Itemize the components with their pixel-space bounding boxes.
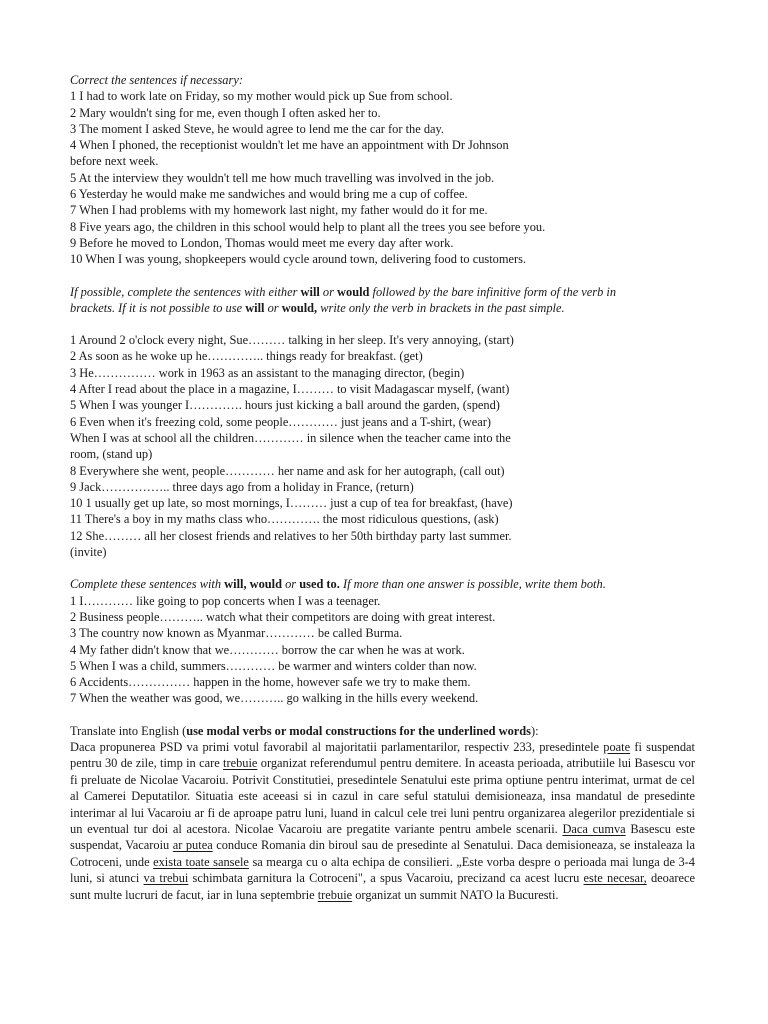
- instruction-text: followed by the bare infinitive form of the verb in: [369, 284, 617, 299]
- underlined-word: este necesar,: [583, 871, 647, 886]
- section3-instructions: [70, 576, 768, 592]
- underlined-word: ar putea: [172, 838, 213, 853]
- instruction-text: or: [282, 577, 300, 592]
- underlined-word: trebuie: [223, 756, 258, 771]
- paragraph-text: sa mearga cu o alta echipa de consilieri. „Este vorba despre o perioada mai lunga de 3-4 luni, si atunci: [70, 854, 695, 886]
- translation-paragraph: [70, 739, 695, 903]
- instruction-text: or: [319, 284, 338, 299]
- list-item: before next week.: [70, 154, 159, 169]
- list-item: 7 When the weather was good, we……….. go walking in the hills every weekend.: [70, 691, 479, 706]
- keyword-will: will: [300, 284, 320, 299]
- paragraph-text: Daca propunerea PSD va primi votul favorabil al majoritatii parlamentarilor, respectiv 233, presedintele: [70, 739, 604, 754]
- list-item: 7 When I had problems with my homework last night, my father would do it for me.: [70, 203, 488, 218]
- list-item: 4 After I read about the place in a magazine, I……… to visit Madagascar myself, (want): [70, 382, 510, 397]
- list-item: 2 Business people……….. watch what their competitors are doing with great interest.: [70, 609, 496, 624]
- paragraph-text: organizat referendumul pentru demitere. In aceasta perioada, atributiile lui Basescu vor fi preluate de Nicolae Vacaroiu. Potrivit Constitutiei, presedintele Senatului este prima optiune pentru interimat, urmat de cel al Camerei Deputatilor. Situatia este aceeasi si in cazul in care seful statului demisioneaza, insa mandatul de presedinte interimar al lui Vacaroiu ar fi de aproape patru luni, luand in calcul cele trei luni pentru organizarea alegerilor prezidentiale si un eventual tur doi al acestora. Nicolae Vacaroiu are pregatite variante pentru ambele scenarii.: [70, 756, 695, 837]
- instruction-text: write only the verb in brackets in the past simple.: [317, 300, 565, 315]
- paragraph-text: organizat un summit NATO la Bucuresti.: [352, 887, 559, 902]
- list-item: room, (stand up): [70, 447, 153, 462]
- section1-list: [70, 88, 768, 267]
- instruction-text: brackets. If it is not possible to use: [70, 300, 246, 315]
- list-item: 3 The country now known as Myanmar………… be called Burma.: [70, 626, 403, 641]
- instruction-text: Complete these sentences with: [70, 577, 225, 592]
- list-item: 6 Yesterday he would make me sandwiches and would bring me a cup of coffee.: [70, 187, 468, 202]
- underlined-word: poate: [603, 739, 631, 754]
- list-item: When I was at school all the children………… in silence when the teacher came into the: [70, 430, 511, 445]
- keyword-will-would: will, would: [224, 577, 283, 592]
- list-item: 4 When I phoned, the receptionist wouldn't let me have an appointment with Dr Johnson: [70, 138, 509, 153]
- list-item: 2 As soon as he woke up he………….. things ready for breakfast. (get): [70, 349, 423, 364]
- list-item: 9 Before he moved to London, Thomas would meet me every day after work.: [70, 235, 454, 250]
- list-item: 5 At the interview they wouldn't tell me how much travelling was involved in the job.: [70, 170, 495, 185]
- list-item: 6 Accidents…………… happen in the home, however safe we try to make them.: [70, 675, 471, 690]
- instruction-text: or: [264, 300, 282, 315]
- list-item: 1 I………… like going to pop concerts when I was a teenager.: [70, 593, 381, 608]
- keyword-would: would,: [281, 300, 318, 315]
- list-item: 5 When I was younger I…………. hours just kicking a ball around the garden, (spend): [70, 398, 500, 413]
- list-item: 2 Mary wouldn't sing for me, even though I often asked her to.: [70, 105, 381, 120]
- paragraph-text: conduce Romania din biroul sau de presedinte al Senatului. Daca demisioneaza, se instaleaza la Cotroceni, unde: [70, 838, 695, 869]
- keyword-used-to: used to.: [299, 577, 340, 592]
- paragraph-text: schimbata garnitura la Cotroceni", a spus Vacaroiu, precizand ca acest lucru: [188, 871, 584, 886]
- list-item: 8 Everywhere she went, people………… her name and ask for her autograph, (call out): [70, 463, 505, 478]
- paragraph-text: Basescu este suspendat, Vacaroiu: [70, 822, 695, 853]
- list-item: 3 He…………… work in 1963 as an assistant to the managing director, (begin): [70, 365, 465, 380]
- section2-list: [70, 332, 768, 560]
- keyword-will: will: [245, 300, 265, 315]
- list-item: 10 1 usually get up late, so most mornings, I……… just a cup of tea for breakfast, (have): [70, 496, 513, 511]
- keyword-would: would: [337, 284, 370, 299]
- section1-heading: Correct the sentences if necessary:: [70, 73, 243, 87]
- underlined-word: va trebui: [143, 871, 189, 886]
- section4-instructions: [70, 723, 768, 739]
- instruction-text: Translate into English (: [70, 723, 187, 738]
- section3-list: [70, 593, 768, 707]
- list-item: (invite): [70, 545, 107, 560]
- list-item: 10 When I was young, shopkeepers would cycle around town, delivering food to customers.: [70, 252, 527, 267]
- list-item: 9 Jack…………….. three days ago from a holiday in France, (return): [70, 479, 414, 494]
- list-item: 4 My father didn't know that we………… borrow the car when he was at work.: [70, 642, 465, 657]
- list-item: 12 She……… all her closest friends and relatives to her 50th birthday party last summer.: [70, 528, 512, 543]
- list-item: 6 Even when it's freezing cold, some people………… just jeans and a T-shirt, (wear): [70, 414, 491, 429]
- underlined-word: exista toate sansele: [153, 854, 249, 869]
- list-item: 1 I had to work late on Friday, so my mother would pick up Sue from school.: [70, 89, 453, 104]
- list-item: 8 Five years ago, the children in this school would help to plant all the trees you see before you.: [70, 219, 546, 234]
- section2-instructions: [70, 284, 768, 317]
- list-item: 11 There's a boy in my maths class who…………. the most ridiculous questions, (ask): [70, 512, 499, 527]
- underlined-word: Daca cumva: [562, 822, 626, 837]
- list-item: 3 The moment I asked Steve, he would agree to lend me the car for the day.: [70, 121, 444, 136]
- underlined-word: trebuie: [317, 887, 353, 902]
- paragraph-text: deoarece sunt multe lucruri de facut, iar in luna septembrie: [70, 871, 695, 902]
- instruction-text: ):: [531, 723, 539, 738]
- list-item: 1 Around 2 o'clock every night, Sue……… talking in her sleep. It's very annoying, (start): [70, 333, 514, 348]
- instruction-text: If more than one answer is possible, write them both.: [339, 577, 606, 592]
- instruction-text: If possible, complete the sentences with either: [70, 284, 301, 299]
- instruction-bold: use modal verbs or modal constructions for the underlined words: [186, 723, 531, 738]
- paragraph-text: fi suspendat pentru 30 de zile, timp in care: [70, 739, 695, 771]
- list-item: 5 When I was a child, summers………… be warmer and winters colder than now.: [70, 658, 477, 673]
